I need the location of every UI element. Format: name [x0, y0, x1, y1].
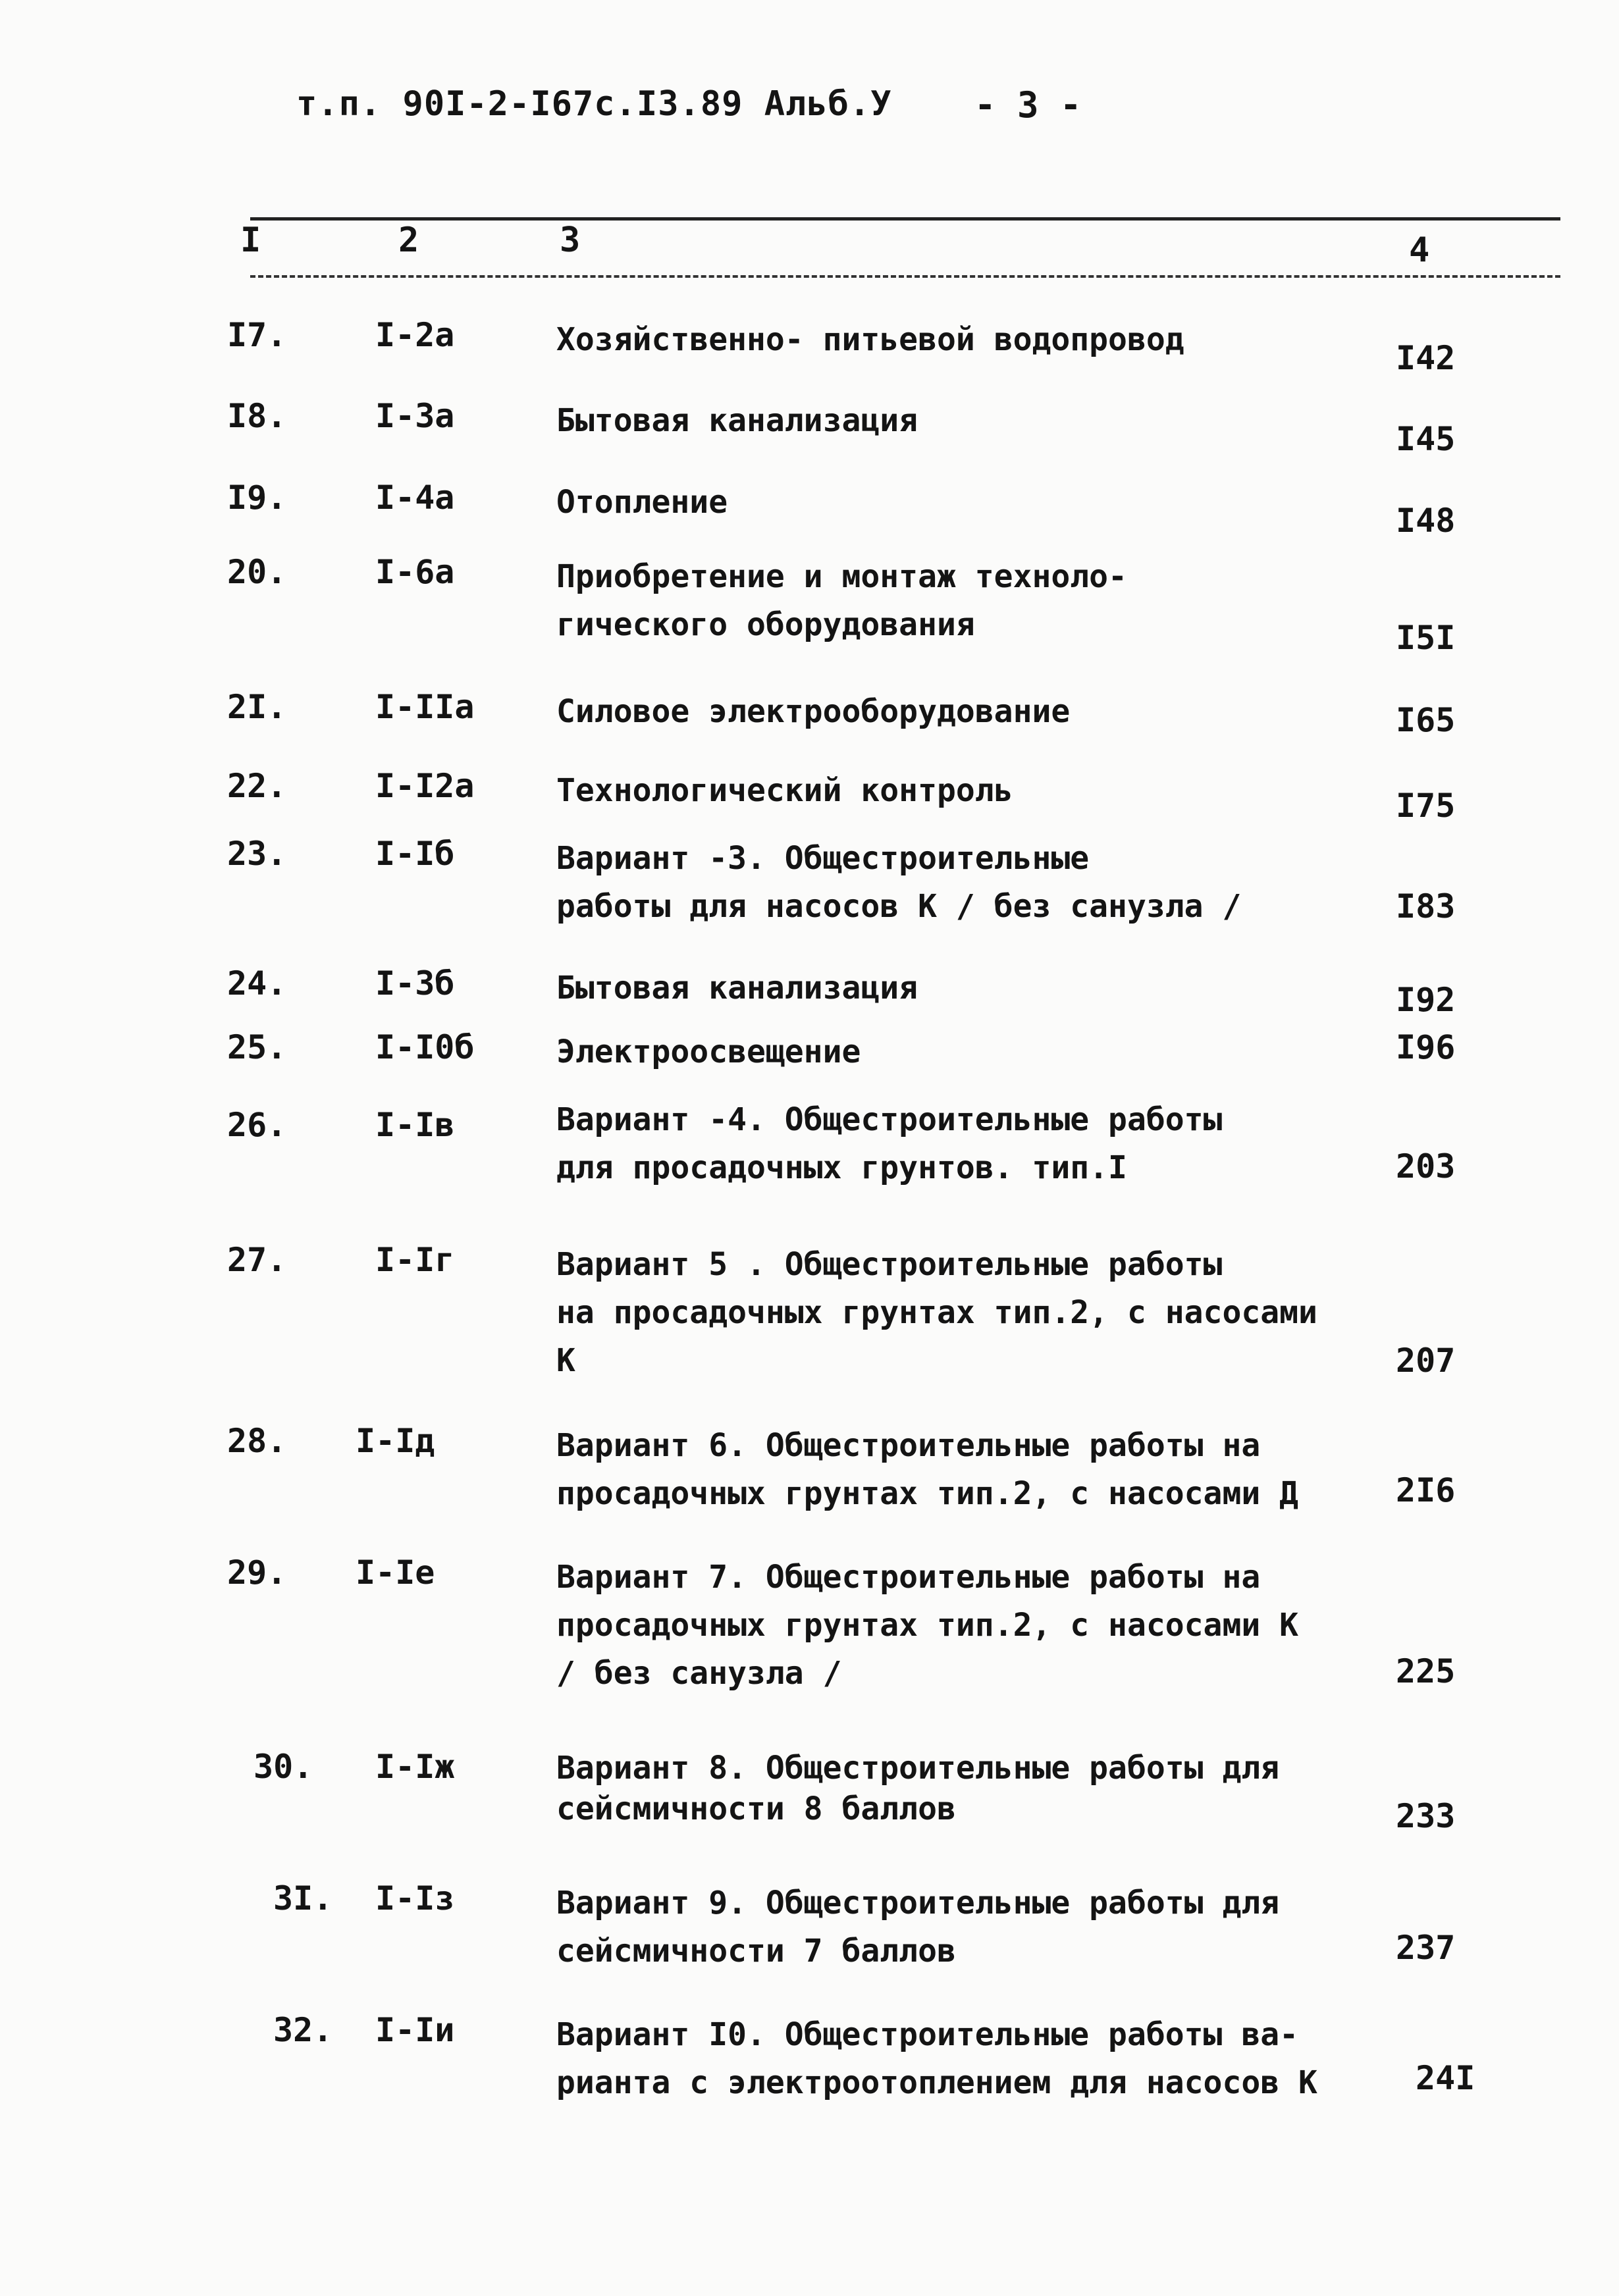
row-title: Электроосвещение — [556, 1033, 861, 1070]
row-title: Вариант 8. Общестроительные работы для сейсмичности 8 баллов — [556, 1750, 1280, 1827]
row-title: Вариант -4. Общестроительные работы для просадочных грунтов. тип.I — [556, 1101, 1223, 1186]
row-code: I-Iз — [375, 1879, 455, 1918]
row-title: Технологический контроль — [556, 772, 1013, 809]
row-code: I-Iи — [375, 2011, 455, 2049]
row-page: I65 — [1396, 701, 1456, 739]
row-code: I-Iв — [375, 1106, 455, 1144]
row-title: Вариант 6. Общестроительные работы на просадочных грунтах тип.2, с насосами Д — [556, 1427, 1299, 1512]
page-number: - 3 - — [974, 84, 1082, 126]
row-code: I-4а — [375, 479, 455, 517]
row-page: I42 — [1396, 339, 1456, 377]
document-designation: т.п. 90I-2-I67с.I3.89 Альб.У — [296, 84, 892, 124]
row-page: 225 — [1396, 1652, 1456, 1690]
row-code: I-I2а — [375, 767, 475, 805]
row-title: Хозяйственно- питьевой водопровод — [556, 321, 1184, 358]
row-title: Бытовая канализация — [556, 402, 918, 439]
row-title: Приобретение и монтаж технолo- гического оборудования — [556, 558, 1127, 643]
row-page: 207 — [1396, 1342, 1456, 1380]
row-code: I-3б — [375, 964, 455, 1003]
row-title: Вариант I0. Общестроительные работы ва- рианта с электроотоплением для насосов К — [556, 2016, 1317, 2101]
row-number: 23. — [227, 835, 287, 873]
row-code: I-3а — [375, 397, 455, 435]
row-title: Отопление — [556, 484, 728, 521]
row-page: 237 — [1396, 1929, 1456, 1967]
row-title: Силовое электрооборудование — [556, 693, 1071, 730]
row-title: Вариант 9. Общестроительные работы для сейсмичности 7 баллов — [556, 1885, 1280, 1970]
row-page: I75 — [1396, 787, 1456, 825]
row-number: 25. — [227, 1028, 287, 1066]
column-header-4: 4 — [1409, 230, 1430, 270]
row-number: 24. — [227, 964, 287, 1003]
row-code: I-I0б — [375, 1028, 475, 1066]
row-number: 20. — [227, 553, 287, 591]
row-number: I7. — [227, 316, 287, 354]
row-number: 26. — [227, 1106, 287, 1144]
row-title: Вариант 7. Общестроительные работы на просадочных грунтах тип.2, с насосами К / без санузла / — [556, 1559, 1299, 1692]
table-top-rule — [250, 217, 1560, 221]
row-page: 2I6 — [1396, 1471, 1456, 1509]
column-header-3: 3 — [560, 221, 581, 260]
row-number: 29. — [227, 1553, 287, 1592]
row-code: I-2а — [375, 316, 455, 354]
row-page: 203 — [1396, 1147, 1456, 1186]
row-number: 3I. — [273, 1879, 333, 1918]
row-code: I-Iб — [375, 835, 455, 873]
row-number: 32. — [273, 2011, 333, 2049]
row-number: 27. — [227, 1241, 287, 1279]
table-header-rule — [250, 275, 1560, 278]
row-code: I-Iг — [375, 1241, 455, 1279]
column-header-1: I — [240, 221, 261, 260]
row-number: 22. — [227, 767, 287, 805]
row-title: Вариант 5 . Общестроительные работы на просадочных грунтах тип.2, с насосами К — [556, 1246, 1317, 1379]
column-header-2: 2 — [398, 221, 419, 260]
row-page: I96 — [1396, 1028, 1456, 1066]
row-page: 24I — [1416, 2059, 1475, 2097]
row-page: I5I — [1396, 619, 1456, 657]
row-page: I45 — [1396, 420, 1456, 458]
row-code: I-Iе — [356, 1553, 435, 1592]
row-code: I-IIа — [375, 688, 475, 726]
row-code: I-6а — [375, 553, 455, 591]
row-page: 233 — [1396, 1797, 1456, 1835]
row-number: 28. — [227, 1422, 287, 1460]
row-page: I48 — [1396, 502, 1456, 540]
row-title: Бытовая канализация — [556, 970, 918, 1006]
row-title: Вариант -3. Общестроительные работы для насосов К / без санузла / — [556, 840, 1242, 925]
row-page: I83 — [1396, 887, 1456, 926]
row-page: I92 — [1396, 981, 1456, 1019]
row-code: I-Iд — [356, 1422, 435, 1460]
row-code: I-Iж — [375, 1748, 455, 1786]
row-number: I8. — [227, 397, 287, 435]
row-number: 30. — [253, 1748, 313, 1786]
row-number: 2I. — [227, 688, 287, 726]
row-number: I9. — [227, 479, 287, 517]
